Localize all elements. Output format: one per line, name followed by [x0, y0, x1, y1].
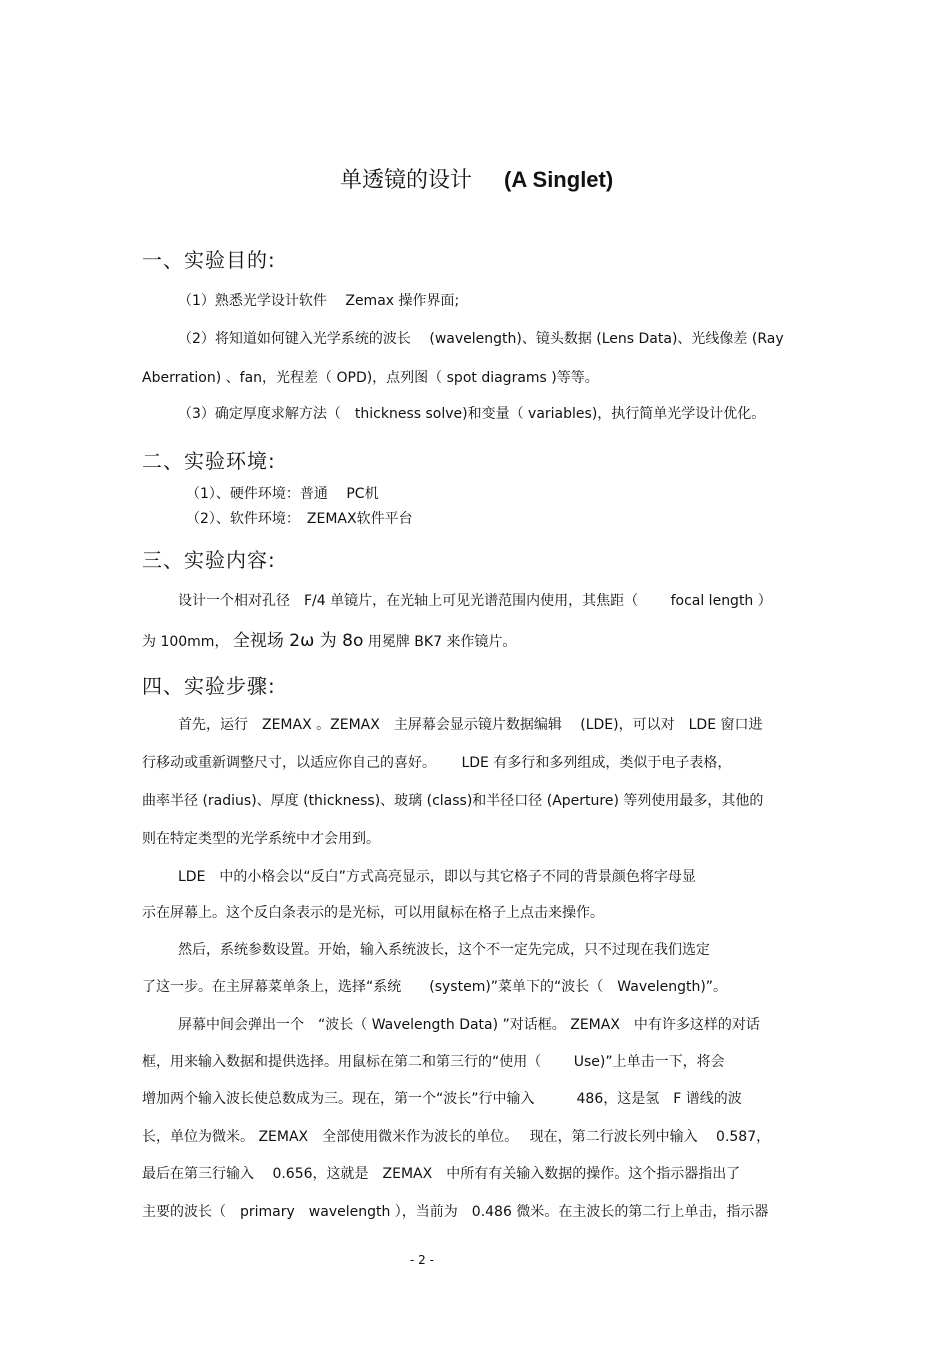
- paragraph-line: （2）、软件环境： ZEMAX软件平台: [186, 511, 413, 527]
- paragraph-line: 屏幕中间会弹出一个 “波长（ Wavelength Data) ”对话框。 ZEMAX 中有许多这样的对话: [178, 1017, 760, 1033]
- section-heading-objectives: 一、实验目的:: [142, 248, 276, 272]
- paragraph-line: LDE 中的小格会以“反白”方式高亮显示，即以与其它格子不同的背景颜色将字母显: [178, 869, 696, 885]
- paragraph-line: 首先，运行 ZEMAX 。ZEMAX 主屏幕会显示镜片数据编辑 (LDE)，可以对 LDE 窗口进: [178, 717, 763, 733]
- paragraph-line: 设计一个相对孔径 F/4 单镜片，在光轴上可见光谱范围内使用，其焦距（ focal length ）: [178, 593, 772, 609]
- text-span: 为 100mm，: [142, 634, 229, 650]
- section-heading-content: 三、实验内容:: [142, 548, 276, 572]
- section-heading-steps: 四、实验步骤:: [142, 674, 276, 698]
- text-span-large: 全视场 2ω 为 8o: [232, 631, 364, 651]
- paragraph-line: 框，用来输入数据和提供选择。用鼠标在第二和第三行的“使用（ Use)”上单击一下，将会: [142, 1054, 725, 1070]
- document-title: [340, 163, 613, 194]
- paragraph-line: [142, 626, 516, 651]
- text-span: 用冕牌 BK7 来作镜片。: [367, 634, 517, 650]
- section-heading-environment: 二、实验环境:: [142, 449, 276, 473]
- paragraph-line: （1）熟悉光学设计软件 Zemax 操作界面;: [178, 293, 460, 309]
- title-chinese: 单透镜的设计: [340, 168, 473, 193]
- paragraph-line: （2）将知道如何键入光学系统的波长 (wavelength)、镜头数据 (Lens Data)、光线像差 (Ray: [178, 331, 784, 347]
- paragraph-line: 则在特定类型的光学系统中才会用到。: [142, 831, 380, 847]
- paragraph-line: 然后，系统参数设置。开始，输入系统波长，这个不一定先完成，只不过现在我们选定: [178, 942, 710, 958]
- paragraph-line: Aberration) 、fan，光程差（ OPD)，点列图（ spot diagrams )等等。: [142, 370, 599, 386]
- paragraph-line: 增加两个输入波长使总数成为三。现在，第一个“波长”行中输入 486，这是氢 F 谱线的波: [142, 1091, 742, 1107]
- paragraph-line: 最后在第三行输入 0.656，这就是 ZEMAX 中所有有关输入数据的操作。这个指示器指出了: [142, 1166, 741, 1182]
- paragraph-line: 示在屏幕上。这个反白条表示的是光标，可以用鼠标在格子上点击来操作。: [142, 905, 604, 921]
- title-english: (A Singlet): [504, 167, 614, 192]
- paragraph-line: （1）、硬件环境：普通 PC机: [186, 486, 379, 502]
- paragraph-line: 主要的波长（ primary wavelength ），当前为 0.486 微米。在主波长的第二行上单击，指示器: [142, 1204, 769, 1220]
- paragraph-line: 曲率半径 (radius)、厚度 (thickness)、玻璃 (class)和半径口径 (Aperture) 等列使用最多，其他的: [142, 793, 764, 809]
- paragraph-line: 了这一步。在主屏幕菜单条上，选择“系统 (system)”菜单下的“波长（ Wavelength)”。: [142, 979, 728, 995]
- page-number: - 2 -: [410, 1253, 434, 1267]
- paragraph-line: 长，单位为微米。 ZEMAX 全部使用微米作为波长的单位。 现在，第二行波长列中输入 0.587，: [142, 1129, 771, 1145]
- paragraph-line: 行移动或重新调整尺寸，以适应你自己的喜好。 LDE 有多行和多列组成，类似于电子表格，: [142, 755, 732, 771]
- paragraph-line: （3）确定厚度求解方法（ thickness solve)和变量（ variables)，执行简单光学设计优化。: [178, 406, 766, 422]
